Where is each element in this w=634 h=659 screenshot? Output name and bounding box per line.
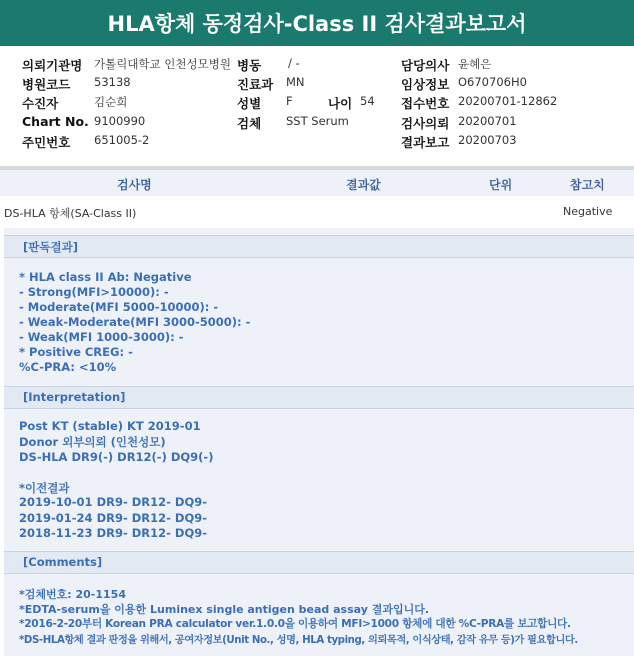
cpra-line: %C-PRA: <10% <box>19 360 117 374</box>
ward-label: 병동 <box>237 58 262 73</box>
hospital-code-value: 53138 <box>94 75 131 89</box>
patient-info-panel <box>0 46 634 166</box>
age-value: 54 <box>360 94 375 108</box>
doctor-value: 윤혜은 <box>458 57 492 71</box>
ward-value: / - <box>288 56 300 70</box>
dept-label: 진료과 <box>237 77 274 92</box>
institution-label: 의뢰기관명 <box>22 58 83 73</box>
chart-no-value: 9100990 <box>94 114 146 128</box>
judgement-line: - Moderate(MFI 5000-10000): - <box>19 300 219 314</box>
request-date-label: 검사의뢰 <box>401 116 450 131</box>
interpretation-header-text: [Interpretation] <box>23 390 126 404</box>
info-row-1 <box>0 56 634 75</box>
header-reference: 참고치 <box>570 178 605 192</box>
comment-line: *2016-2-20부터 Korean PRA calculator ver.1.0.0을 이용하여 MFI>1000 항체에 대한 %C-PRA를 보고합니다. <box>19 618 571 630</box>
header-unit: 단위 <box>489 178 513 192</box>
collector-label: 수진자 <box>22 96 59 111</box>
sex-value: F <box>286 94 293 108</box>
rrn-value: 651005-2 <box>94 133 150 147</box>
sex-label: 성별 <box>237 96 262 111</box>
comments-section-header <box>4 551 634 574</box>
hospital-code-label: 병원코드 <box>22 77 71 92</box>
previous-result-line: 2018-11-23 DR9- DR12- DQ9- <box>19 526 208 540</box>
interpretation-section-header <box>4 386 634 409</box>
info-row-4 <box>0 114 634 133</box>
receipt-no-label: 접수번호 <box>401 96 450 111</box>
judgement-header-text: [판독결과] <box>23 240 78 254</box>
reference-cell: Negative <box>563 205 613 218</box>
institution-value: 가톨릭대학교 인천성모병원 <box>94 57 231 71</box>
clinical-info-value: O670706H0 <box>458 75 527 89</box>
report-date-label: 결과보고 <box>401 135 450 150</box>
header-test-name: 검사명 <box>117 178 152 192</box>
judgement-line: - Weak-Moderate(MFI 3000-5000): - <box>19 315 251 329</box>
age-label: 나이 <box>328 96 353 111</box>
judgement-line: - Weak(MFI 1000-3000): - <box>19 330 184 344</box>
interpretation-line: Donor 외부의뢰 (인천성모) <box>19 435 166 449</box>
report-date-value: 20200703 <box>458 133 517 147</box>
doctor-label: 담당의사 <box>401 58 450 73</box>
info-row-5 <box>0 133 634 152</box>
table-row[interactable] <box>0 200 634 224</box>
previous-result-line: 2019-10-01 DR9- DR12- DQ9- <box>19 495 208 509</box>
interpretation-line: Post KT (stable) KT 2019-01 <box>19 419 201 433</box>
judgement-line: * HLA class II Ab: Negative <box>19 270 192 284</box>
table-header <box>0 170 634 196</box>
judgement-line: * Positive CREG: - <box>19 345 133 359</box>
comments-header-text: [Comments] <box>23 555 103 569</box>
info-row-2 <box>0 75 634 94</box>
judgement-line: - Strong(MFI>10000): - <box>19 285 169 299</box>
comment-line: *DS-HLA항체 결과 판정을 위해서, 공여자정보(Unit No., 성명, HLA typing, 의뢰목적, 이식상태, 감작 유무 등)가 필요합니다. <box>19 635 578 646</box>
clinical-info-label: 임상정보 <box>401 77 450 92</box>
interpretation-line: DS-HLA DR9(-) DR12(-) DQ9(-) <box>19 450 214 464</box>
receipt-no-value: 20200701-12862 <box>458 94 558 108</box>
collector-value: 김순희 <box>94 95 128 109</box>
chart-no-label: Chart No. <box>22 114 89 129</box>
comment-line: *검체번호: 20-1154 <box>19 588 126 601</box>
rrn-label: 주민번호 <box>22 135 71 150</box>
specimen-label: 검체 <box>237 116 262 131</box>
judgement-section-header <box>4 235 634 258</box>
specimen-value: SST Serum <box>286 114 349 128</box>
info-row-3 <box>0 94 634 113</box>
test-name-cell: DS-HLA 항체(SA-Class II) <box>4 207 137 220</box>
previous-results-title: *이전결과 <box>19 481 70 495</box>
report-title: HLA항체 동정검사-Class II 검사결과보고서 <box>0 0 634 46</box>
header-result: 결과값 <box>346 178 381 192</box>
request-date-value: 20200701 <box>458 114 517 128</box>
dept-value: MN <box>286 75 305 89</box>
comment-line: *EDTA-serum을 이용한 Luminex single antigen bead assay 결과입니다. <box>19 603 430 616</box>
previous-result-line: 2019-01-24 DR9- DR12- DQ9- <box>19 511 208 525</box>
